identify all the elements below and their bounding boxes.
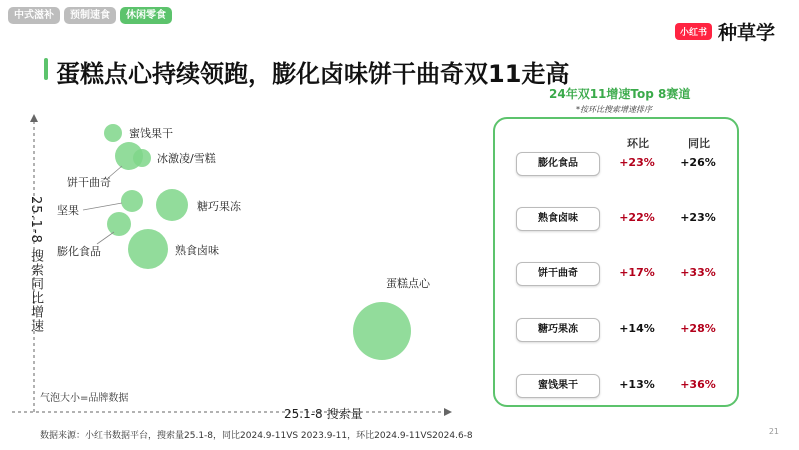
tab-chinese-tonic[interactable]: 中式滋补: [8, 7, 60, 24]
bubble-6: [107, 212, 131, 236]
ranking-row-name: 蜜饯果干: [516, 374, 600, 398]
x-axis-arrow: [444, 408, 452, 416]
ranking-row-yoy: +28%: [680, 322, 716, 335]
ranking-row-mom: +22%: [619, 211, 655, 224]
bubble-5: [121, 190, 143, 212]
ranking-row-mom: +23%: [619, 156, 655, 169]
col-header-mom: 环比: [627, 137, 649, 150]
ranking-row-yoy: +36%: [680, 378, 716, 391]
bubble-label: 蛋糕点心: [386, 277, 430, 290]
brand-text: 种草学: [717, 22, 775, 44]
ranking-row-mom: +14%: [619, 322, 655, 335]
y-axis-label: 25.1-8 搜索同比增速: [28, 196, 43, 334]
page-title: 蛋糕点心持续领跑，膨化卤味饼干曲奇双11走高: [56, 60, 570, 88]
bubble-label: 饼干曲奇: [67, 176, 111, 189]
bubble-label: 冰激凌/雪糕: [157, 152, 216, 165]
ranking-row-mom: +17%: [619, 266, 655, 279]
x-axis-label: 25.1-8 搜索量: [284, 407, 363, 421]
bubble-1: [104, 124, 122, 142]
panel-subtitle: *按环比搜索增速排序: [576, 105, 652, 114]
bubble-label: 糖巧果冻: [197, 200, 241, 213]
bubble-7: [128, 229, 168, 269]
bubble-size-note: 气泡大小=品牌数据: [40, 393, 129, 404]
bubble-8: [353, 302, 411, 360]
y-axis-arrow: [30, 114, 38, 122]
ranking-row-name: 饼干曲奇: [516, 262, 600, 286]
ranking-row-mom: +13%: [619, 378, 655, 391]
page-number: 21: [768, 427, 779, 436]
col-header-yoy: 同比: [688, 137, 710, 150]
tab-snacks[interactable]: 休闲零食: [120, 7, 172, 24]
ranking-row-yoy: +26%: [680, 156, 716, 169]
ranking-row-name: 熟食卤味: [516, 207, 600, 231]
bubble-label: 蜜饯果干: [129, 127, 173, 140]
bubble-leader-line: [83, 203, 122, 210]
bubble-label: 熟食卤味: [175, 244, 219, 257]
bubble-4: [156, 189, 188, 221]
ranking-row-name: 膨化食品: [516, 152, 600, 176]
tab-prepared-food[interactable]: 预制速食: [64, 7, 116, 24]
bubble-label: 坚果: [57, 204, 79, 217]
panel-title: 24年双11增速Top 8赛道: [549, 87, 691, 101]
ranking-row-name: 糖巧果冻: [516, 318, 600, 342]
bubble-label: 膨化食品: [57, 245, 101, 258]
brand-logo: 小红书: [675, 23, 712, 40]
ranking-row-yoy: +23%: [680, 211, 716, 224]
data-source: 数据来源：小红书数据平台，搜索量25.1-8，同比2024.9-11VS 2023.9-11，环比2024.9-11VS2024.6-8: [40, 431, 473, 441]
bubble-3: [115, 142, 143, 170]
ranking-row-yoy: +33%: [680, 266, 716, 279]
